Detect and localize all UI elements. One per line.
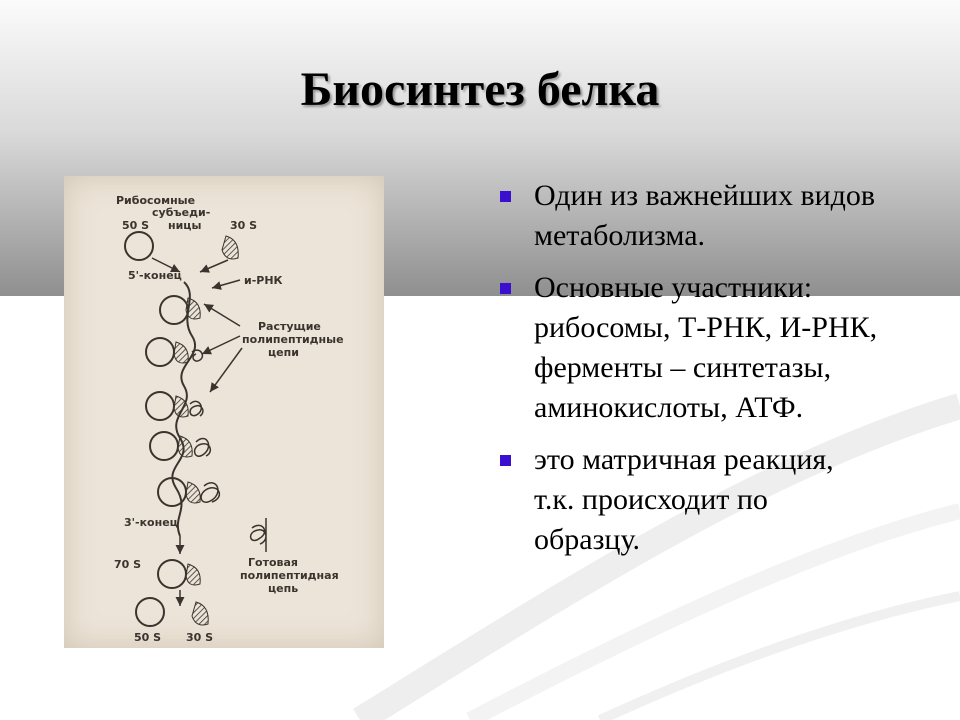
bullet-text: Один из важнейших видов метаболизма. xyxy=(534,179,876,252)
subunit-30s-bottom xyxy=(192,602,208,625)
bullet-item xyxy=(500,176,880,256)
ribosome-1 xyxy=(160,296,200,324)
label-50s-top: 50 S xyxy=(122,219,150,232)
ribosome-4 xyxy=(150,432,210,460)
label-3-prime-end: 3'-конец xyxy=(124,516,178,529)
bullet-item xyxy=(500,268,880,428)
bullet-square-icon xyxy=(500,283,511,294)
ribosome-70s xyxy=(158,560,200,588)
bullet-text: это матричная реакция, т.к. происходит по образцу. xyxy=(534,443,834,556)
label-ribosomal-subunits-1: Рибосомные xyxy=(116,194,196,207)
label-ribosomal-subunits-2: субъеди- xyxy=(152,206,211,219)
label-growing-3: цепи xyxy=(268,346,299,359)
label-ribosomal-subunits-3: ницы xyxy=(168,219,202,232)
protein-synthesis-diagram xyxy=(64,176,384,648)
label-70s: 70 S xyxy=(114,558,142,571)
label-5-prime-end: 5'-конец xyxy=(128,269,182,282)
bullet-item xyxy=(500,440,880,560)
ribosome-5 xyxy=(158,478,219,506)
finished-polypeptide xyxy=(251,518,266,552)
label-30s-top: 30 S xyxy=(230,219,258,232)
subunit-30s-top xyxy=(222,236,238,259)
ribosome-3 xyxy=(146,392,203,420)
label-50s-bottom: 50 S xyxy=(134,631,162,644)
bullet-text: Основные участники: рибосомы, Т-РНК, И-РНК, ферменты – синтетазы, аминокислоты, АТФ. xyxy=(534,271,878,424)
bullet-list xyxy=(500,176,880,572)
label-finished-2: полипептидная xyxy=(240,569,339,582)
label-mrna: и-РНК xyxy=(244,274,283,287)
label-growing-2: полипептидные xyxy=(242,333,344,346)
subunit-50s-bottom xyxy=(136,598,164,626)
slide-title: Биосинтез белка xyxy=(300,63,660,116)
subunit-50s-top xyxy=(125,232,153,260)
diagram-svg xyxy=(64,176,384,648)
bullet-square-icon xyxy=(500,191,511,202)
label-growing-1: Растущие xyxy=(258,320,321,333)
label-30s-bottom: 30 S xyxy=(186,631,214,644)
label-finished-1: Готовая xyxy=(248,556,298,569)
bullet-square-icon xyxy=(500,455,511,466)
label-finished-3: цепь xyxy=(268,582,299,595)
